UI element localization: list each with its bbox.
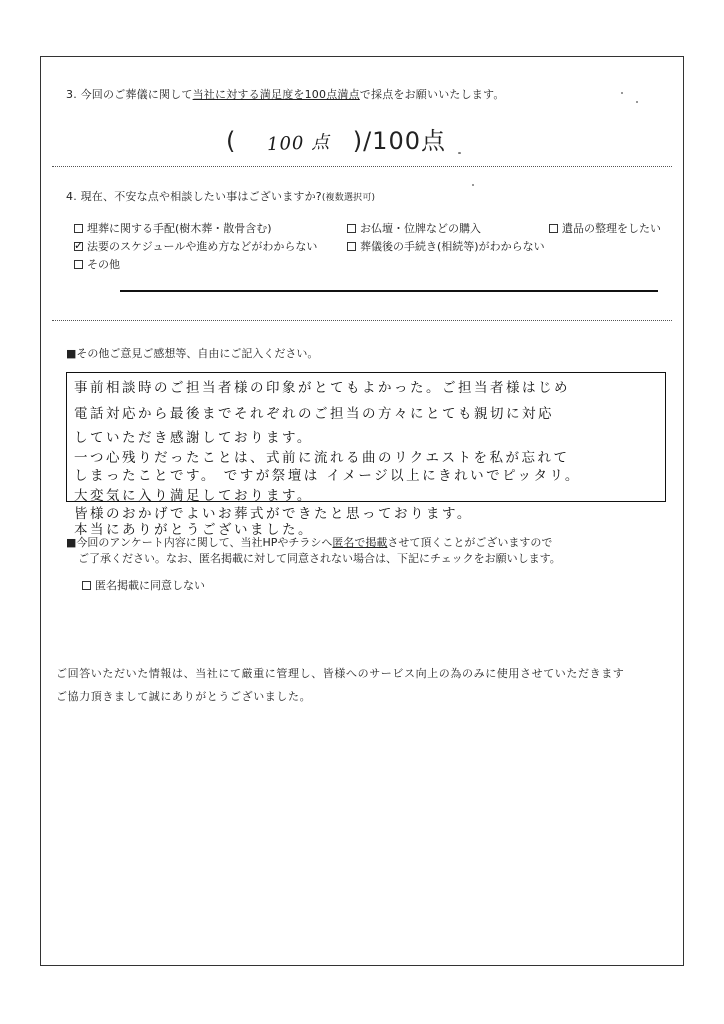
- score-open-paren: (: [226, 127, 237, 155]
- comment-line: 一つ心残りだったことは、式前に流れる曲のリクエストを私が忘れて: [74, 450, 570, 466]
- checkbox[interactable]: [549, 224, 558, 233]
- score-max: )/100点: [352, 127, 446, 155]
- option-label: その他: [87, 258, 120, 271]
- comment-line: 大変気に入り満足しております。: [74, 488, 313, 504]
- checkbox[interactable]: [347, 224, 356, 233]
- q4-title-text: 4. 現在、不安な点や相談したい事はございますか?: [66, 190, 322, 203]
- score-value[interactable]: 100 点: [266, 131, 331, 156]
- option-label: 法要のスケジュールや進め方などがわからない: [87, 240, 318, 253]
- q3-title: [66, 86, 505, 102]
- comments-heading: ■その他ご意見ご感想等、自由にご記入ください。: [66, 347, 319, 360]
- option-label: 葬儀後の手続き(相続等)がわからない: [360, 240, 545, 253]
- checkbox-checked[interactable]: [74, 242, 83, 251]
- comment-line: していただき感謝しております。: [74, 430, 313, 446]
- comment-line: 電話対応から最後までそれぞれのご担当の方々にとても親切に対応: [74, 406, 554, 422]
- comment-line: しまったことです。 ですが祭壇は イメージ以上にきれいでピッタリ。: [74, 468, 581, 484]
- checkbox[interactable]: [74, 260, 83, 269]
- checkbox[interactable]: [347, 242, 356, 251]
- score-field[interactable]: [226, 121, 446, 156]
- scan-speck: [621, 92, 623, 94]
- q3-title-suffix: で採点をお願いいたします。: [359, 88, 505, 101]
- option-other[interactable]: [74, 256, 120, 272]
- q4-title: [66, 188, 375, 204]
- option-belongings[interactable]: [549, 220, 661, 236]
- scan-speck: [458, 152, 461, 154]
- scan-speck: [636, 101, 638, 103]
- checkbox[interactable]: [82, 581, 91, 590]
- option-burial[interactable]: [74, 220, 272, 236]
- anonymous-opt-out[interactable]: [82, 577, 205, 593]
- option-label: お仏壇・位牌などの購入: [360, 222, 481, 235]
- opt-out-label: 匿名掲載に同意しない: [95, 579, 205, 592]
- notice-text: ■今回のアンケート内容に関して、当社HPやチラシへ: [66, 536, 333, 549]
- comment-line: 皆様のおかげでよいお葬式ができたと思っております。: [74, 506, 473, 522]
- q3-title-underlined: 当社に対する満足度を100点満点: [192, 88, 360, 101]
- checkbox[interactable]: [74, 224, 83, 233]
- divider: [52, 166, 672, 167]
- footer-thanks: ご協力頂きまして誠にありがとうございました。: [56, 690, 312, 703]
- option-label: 遺品の整理をしたい: [562, 222, 661, 235]
- footer-privacy-note: ご回答いただいた情報は、当社にて厳重に管理し、皆様へのサービス向上の為のみに使用させていただきます: [56, 667, 625, 680]
- option-label: 埋葬に関する手配(樹木葬・散骨含む): [87, 222, 272, 235]
- option-procedures[interactable]: [347, 238, 545, 254]
- notice-underlined: 匿名で掲載: [332, 536, 388, 549]
- option-altar[interactable]: [347, 220, 481, 236]
- comment-line: 事前相談時のご担当者様の印象がとてもよかった。ご担当者様はじめ: [74, 380, 570, 396]
- q4-title-note: (複数選択可): [321, 193, 376, 203]
- other-answer-line[interactable]: [120, 290, 658, 292]
- q3-title-text: 3. 今回のご葬儀に関して: [66, 88, 193, 101]
- option-memorial-schedule[interactable]: [74, 238, 317, 254]
- divider: [52, 320, 672, 321]
- notice-text-suffix: させて頂くことがございますので: [387, 536, 553, 549]
- notice-line-2: ご了承ください。なお、匿名掲載に対して同意されない場合は、下記にチェックをお願いします。: [78, 552, 561, 565]
- comment-line: 本当にありがとうございました。: [74, 522, 314, 538]
- scan-speck: [472, 184, 474, 186]
